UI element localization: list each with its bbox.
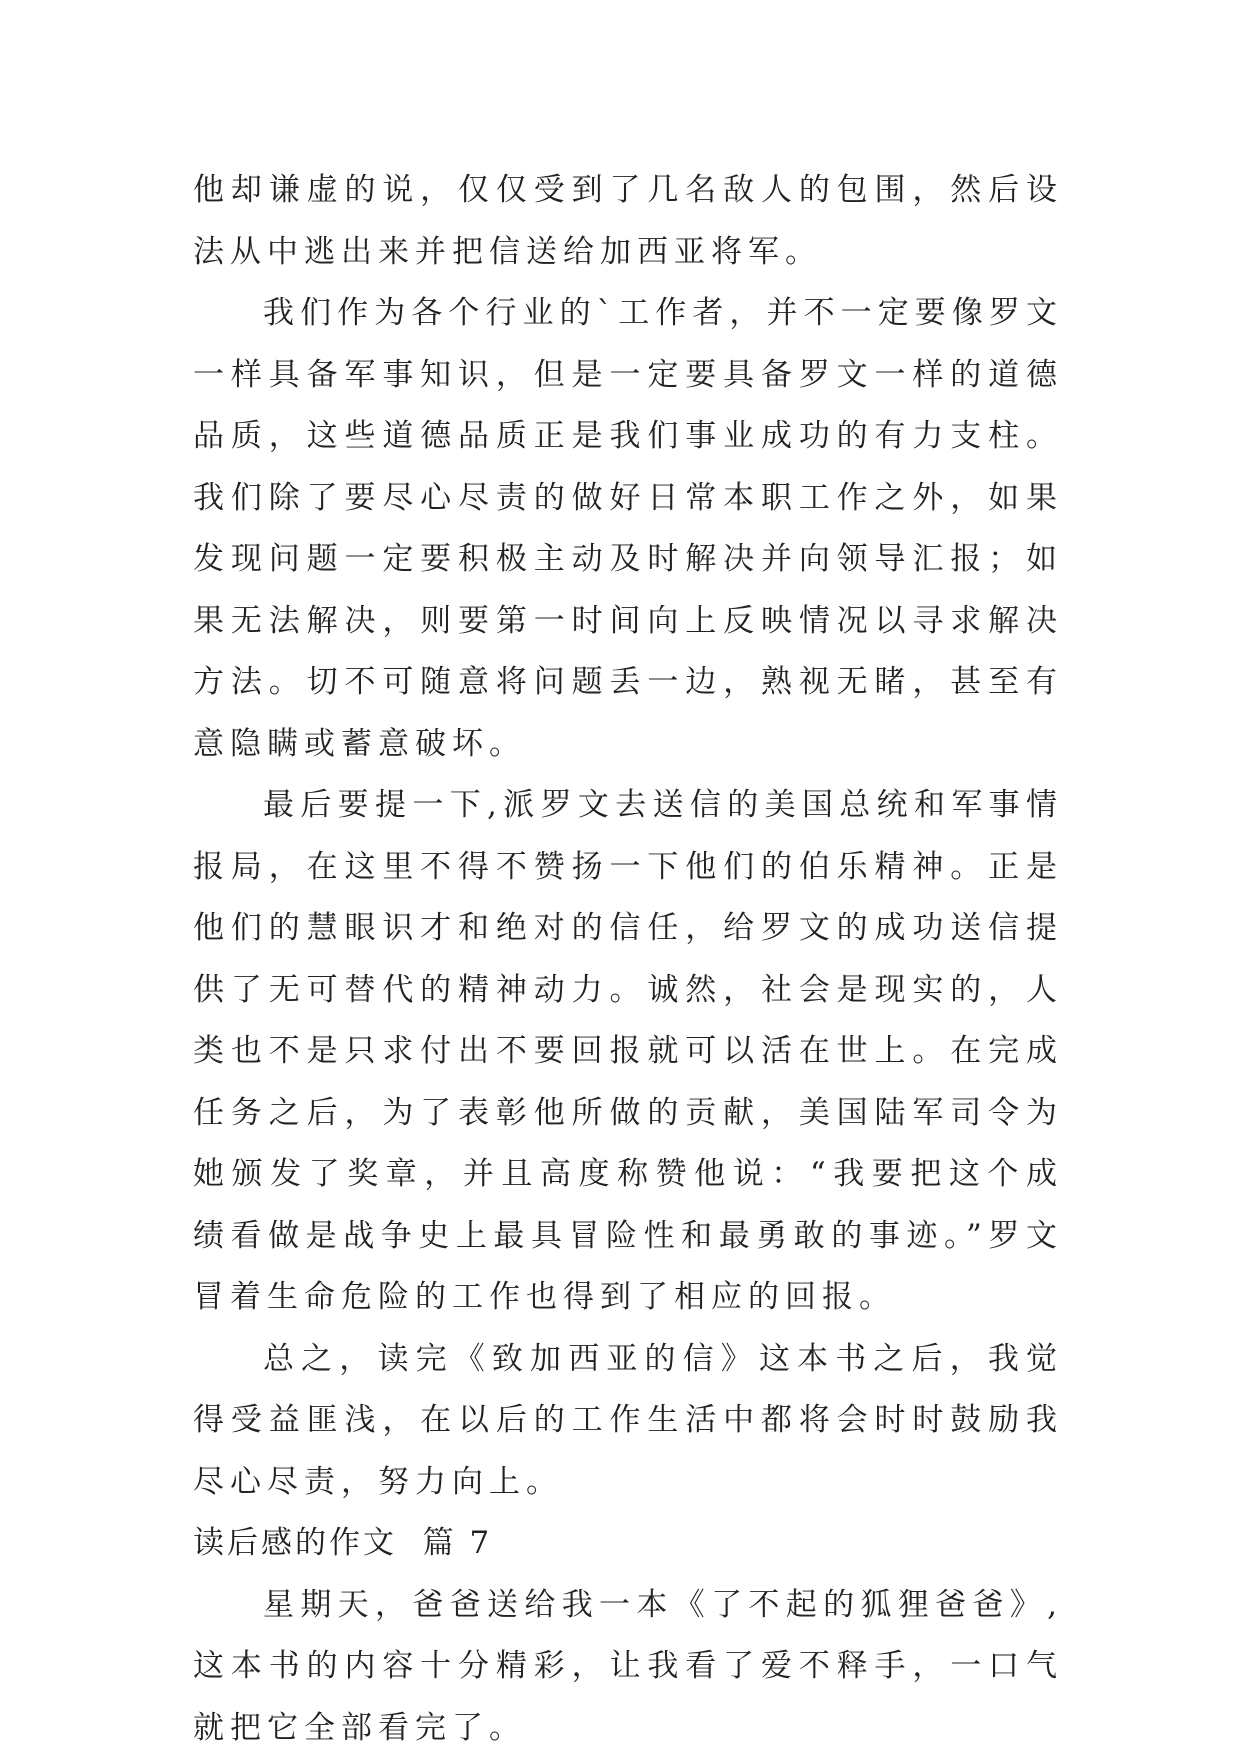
paragraph-bole-spirit: 最后要提一下,派罗文去送信的美国总统和军事情报局，在这里不得不赞扬一下他们的伯乐精神。正是他们的慧眼识才和绝对的信任，给罗文的成功送信提供了无可替代的精神动力。诚然，社会是现实的，人类也不是只求付出不要回报就可以活在世上。在完成任务之后，为了表彰他所做的贡献，美国陆军司令为她颁发了奖章，并且高度称赞他说：“我要把这个成绩看做是战争史上最具冒险性和最勇敢的事迹。”罗文冒着生命危险的工作也得到了相应的回报。 bbox=[193, 775, 1063, 1329]
section-heading: 读后感的作文 篇 7 bbox=[193, 1513, 1063, 1575]
paragraph-continuation: 他却谦虚的说，仅仅受到了几名敌人的包围，然后设法从中逃出来并把信送给加西亚将军。 bbox=[193, 160, 1063, 283]
paragraph-section-intro: 星期天，爸爸送给我一本《了不起的狐狸爸爸》,这本书的内容十分精彩，让我看了爱不释手，一口气就把它全部看完了。 bbox=[193, 1575, 1063, 1759]
paragraph-conclusion: 总之，读完《致加西亚的信》这本书之后，我觉得受益匪浅，在以后的工作生活中都将会时时鼓励我尽心尽责，努力向上。 bbox=[193, 1329, 1063, 1514]
paragraph-work-ethic: 我们作为各个行业的`工作者，并不一定要像罗文一样具备军事知识，但是一定要具备罗文一样的道德品质，这些道德品质正是我们事业成功的有力支柱。我们除了要尽心尽责的做好日常本职工作之外，如果发现问题一定要积极主动及时解决并向领导汇报；如果无法解决，则要第一时间向上反映情况以寻求解决方法。切不可随意将问题丢一边，熟视无睹，甚至有意隐瞒或蓄意破坏。 bbox=[193, 283, 1063, 775]
document-body bbox=[193, 160, 1063, 1759]
